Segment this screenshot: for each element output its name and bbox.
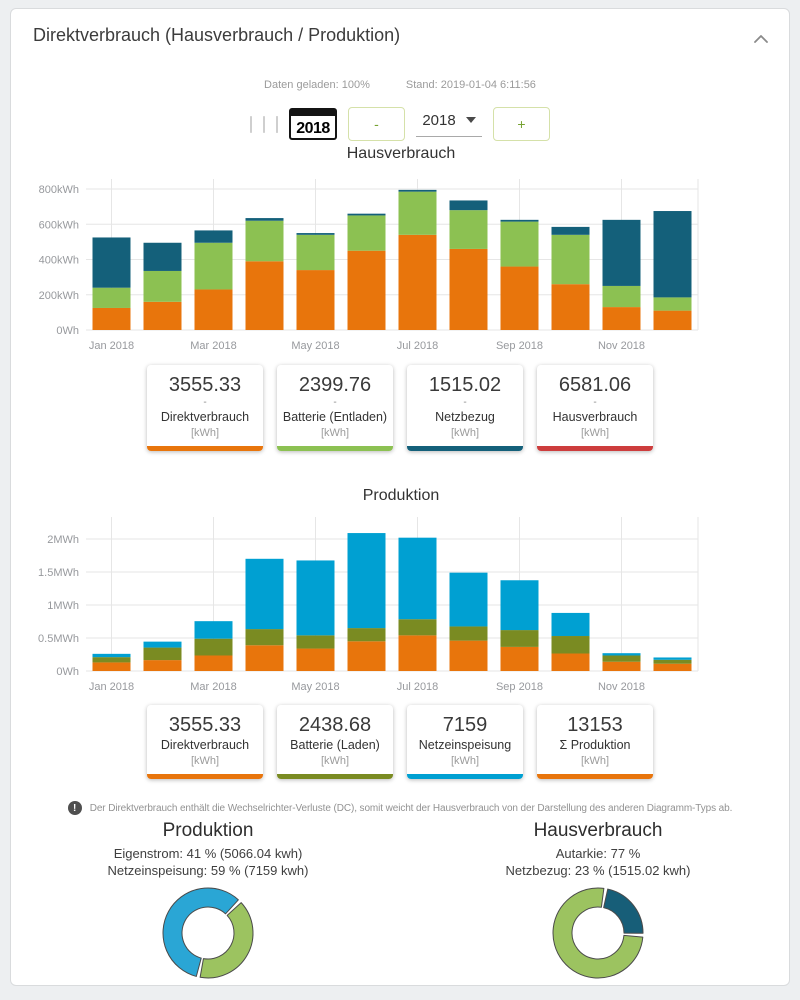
stat-label: Netzbezug: [435, 410, 495, 424]
collapse-panel-button[interactable]: [751, 31, 771, 47]
week-view-button[interactable]: [263, 117, 265, 132]
stat-label: Direktverbrauch: [160, 410, 250, 424]
page-title: Direktverbrauch (Hausverbrauch / Produktion): [33, 25, 401, 45]
calendar-month-icon: [276, 116, 278, 133]
stat-card-direktverbrauch: [147, 705, 263, 779]
stat-color-bar: [147, 446, 263, 451]
previous-year-button[interactable]: -: [348, 107, 405, 141]
svg-text:0Wh: 0Wh: [56, 325, 79, 337]
direktverbrauch-panel: [10, 8, 790, 986]
svg-text:600kWh: 600kWh: [38, 219, 79, 232]
stat-value: 2399.76: [298, 374, 372, 396]
stat-label: Hausverbrauch: [552, 410, 638, 424]
hausverbrauch-bar-chart: [29, 167, 773, 363]
svg-text:200kWh: 200kWh: [38, 289, 79, 302]
stat-dash: -: [333, 397, 337, 408]
svg-text:May 2018: May 2018: [291, 681, 340, 693]
period-toolbar: [11, 103, 789, 145]
stat-dash: -: [203, 397, 207, 408]
stat-value: 3555.33: [168, 714, 242, 736]
stat-unit: [kWh]: [190, 755, 220, 767]
data-loaded-status: Daten geladen: 100%: [264, 79, 370, 91]
stat-unit: [kWh]: [320, 427, 350, 439]
stat-value: 6581.06: [558, 374, 632, 396]
stat-value: 3555.33: [168, 374, 242, 396]
svg-text:1MWh: 1MWh: [47, 600, 79, 612]
stat-unit: [kWh]: [190, 427, 220, 439]
eigenstrom-stat: Eigenstrom: 41 % (5066.04 kwh): [113, 846, 303, 861]
chevron-down-icon: [466, 117, 476, 123]
year-view-button[interactable]: [289, 108, 337, 140]
stat-card-netzbezug: [407, 365, 523, 451]
hausverbrauch-stat-cards: [11, 365, 789, 451]
svg-text:0Wh: 0Wh: [56, 666, 79, 678]
donut-title: Hausverbrauch: [533, 820, 663, 841]
stat-label: Netzeinspeisung: [418, 738, 512, 752]
svg-text:Nov 2018: Nov 2018: [597, 340, 646, 352]
svg-text:Mar 2018: Mar 2018: [190, 681, 237, 693]
svg-text:0.5MWh: 0.5MWh: [38, 633, 79, 645]
info-icon: !: [68, 801, 82, 815]
calendar-week-icon: [263, 116, 265, 133]
stat-unit: [kWh]: [580, 755, 610, 767]
last-update-status: Stand: 2019-01-04 6:11:56: [405, 79, 536, 91]
svg-text:Sep 2018: Sep 2018: [495, 681, 544, 693]
status-row: [11, 79, 789, 91]
stat-card-hausverbrauch: [537, 365, 653, 451]
produktion-donut-section: [21, 819, 395, 981]
info-note-text: Der Direktverbrauch enthält die Wechselrichter-Verluste (DC), somit weicht der Hausverbrauch von der Darstellung des anderen Diagramm-Typs ab.: [89, 802, 733, 814]
svg-text:2MWh: 2MWh: [47, 534, 79, 546]
produktion-bar-chart: [29, 504, 773, 704]
svg-text:Jan 2018: Jan 2018: [88, 681, 135, 693]
year-select[interactable]: [416, 112, 482, 137]
svg-text:800kWh: 800kWh: [38, 184, 79, 196]
donut-title: Produktion: [162, 820, 254, 841]
stat-card-batterie-entladen: [277, 365, 393, 451]
produktion-donut-chart: [160, 885, 256, 981]
netzbezug-stat: Netzbezug: 23 % (1515.02 kwh): [505, 863, 691, 878]
stat-color-bar: [537, 446, 653, 451]
produktion-stat-cards: [11, 705, 789, 779]
produktion-chart-title: Produktion: [362, 487, 440, 504]
chevron-up-icon: [753, 34, 769, 44]
stat-value: 7159: [442, 714, 488, 736]
stat-label: Batterie (Entladen): [282, 410, 388, 424]
svg-text:400kWh: 400kWh: [38, 254, 79, 267]
calendar-day-icon: [250, 116, 252, 133]
stat-card-direktverbrauch: [147, 365, 263, 451]
day-view-button[interactable]: [250, 117, 252, 132]
stat-color-bar: [277, 774, 393, 779]
stat-value: 2438.68: [298, 714, 372, 736]
svg-text:Jul 2018: Jul 2018: [396, 681, 439, 693]
stat-value: 1515.02: [428, 374, 502, 396]
stat-card-batterie-laden: [277, 705, 393, 779]
stat-unit: [kWh]: [450, 755, 480, 767]
year-select-value: 2018: [422, 111, 456, 129]
next-year-button[interactable]: +: [493, 107, 550, 141]
svg-text:May 2018: May 2018: [291, 340, 340, 352]
hausverbrauch-donut-section: [411, 819, 785, 981]
svg-text:Sep 2018: Sep 2018: [495, 340, 544, 352]
autarkie-stat: Autarkie: 77 %: [555, 846, 641, 861]
stat-unit: [kWh]: [580, 427, 610, 439]
hausverbrauch-chart-title: Hausverbrauch: [346, 145, 456, 162]
hausverbrauch-donut-chart: [550, 885, 646, 981]
stat-card-netzeinspeisung: [407, 705, 523, 779]
stat-dash: -: [593, 397, 597, 408]
svg-text:Nov 2018: Nov 2018: [597, 681, 646, 693]
netzeinspeisung-stat: Netzeinspeisung: 59 % (7159 kwh): [107, 863, 309, 878]
stat-unit: [kWh]: [450, 427, 480, 439]
stat-color-bar: [277, 446, 393, 451]
month-view-button[interactable]: [276, 117, 278, 132]
stat-color-bar: [147, 774, 263, 779]
svg-text:1.5MWh: 1.5MWh: [38, 567, 79, 579]
stat-dash: -: [463, 397, 467, 408]
stat-color-bar: [407, 774, 523, 779]
stat-card-summe-produktion: [537, 705, 653, 779]
info-note: [11, 801, 789, 815]
svg-text:Jan 2018: Jan 2018: [88, 340, 135, 352]
stat-label: Batterie (Laden): [290, 738, 380, 752]
stat-label: Direktverbrauch: [160, 738, 250, 752]
stat-color-bar: [537, 774, 653, 779]
svg-text:Jul 2018: Jul 2018: [396, 340, 439, 352]
year-view-label: 2018: [296, 120, 330, 137]
svg-text:Mar 2018: Mar 2018: [190, 340, 237, 352]
stat-value: 13153: [567, 714, 623, 736]
stat-unit: [kWh]: [320, 755, 350, 767]
stat-color-bar: [407, 446, 523, 451]
stat-label: Σ Produktion: [559, 738, 631, 752]
